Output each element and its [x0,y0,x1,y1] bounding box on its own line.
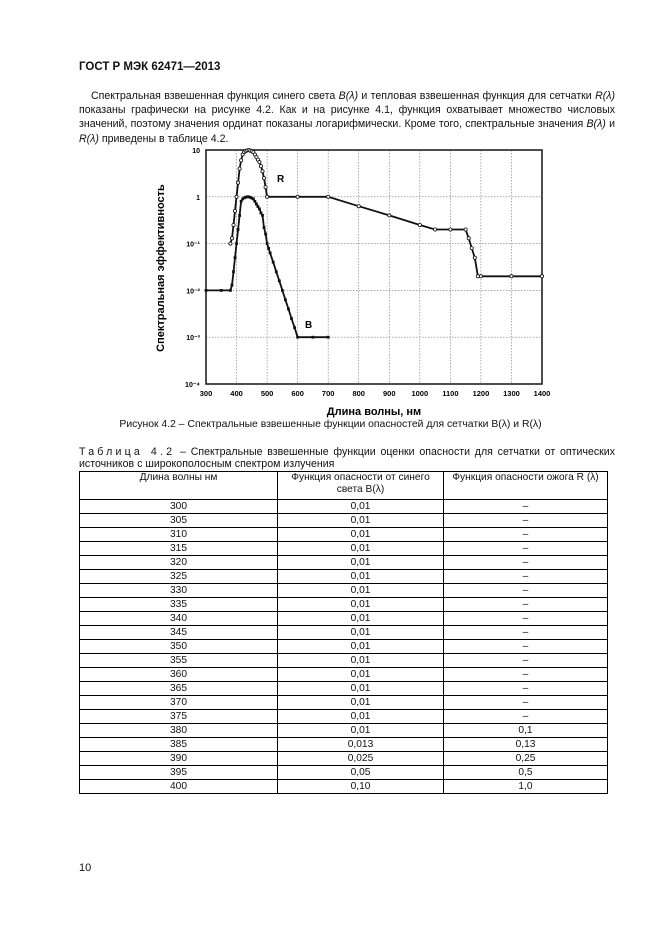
y-axis-label: Спектральная эффективность [155,184,167,352]
cell-burn-hazard: – [444,654,608,668]
cell-blue-hazard: 0,01 [278,542,444,556]
data-point-b [272,261,275,264]
cell-wavelength: 365 [80,682,278,696]
data-point-b [261,214,264,217]
cell-wavelength: 300 [80,500,278,514]
data-point-r [464,228,467,231]
col-header-blue-hazard: Функция опасности от синего света B(λ) [278,472,444,500]
y-tick-label: 10⁻² [186,288,200,296]
data-point-r [258,161,261,164]
table-row [80,570,608,584]
cell-burn-hazard: – [444,514,608,528]
data-point-b [237,228,240,231]
data-point-r [236,181,239,184]
series-label-r: R [277,174,285,185]
data-point-r [433,228,436,231]
paragraph-math: B(λ) [586,118,606,131]
cell-blue-hazard: 0,01 [278,654,444,668]
y-tick-label: 10 [192,148,200,155]
x-tick-label: 400 [230,389,243,398]
data-point-r [540,275,543,278]
cell-burn-hazard: – [444,542,608,556]
data-point-b [278,279,281,282]
data-point-b [281,289,284,292]
table-row [80,556,608,570]
cell-blue-hazard: 0,013 [278,738,444,752]
cell-wavelength: 390 [80,752,278,766]
data-point-b [229,289,232,292]
paragraph-text: Спектральная взвешенная функция синего света [91,90,339,102]
x-tick-labels [200,389,551,398]
series-label-b: B [305,320,313,331]
data-point-r [238,167,241,170]
data-point-b [258,208,261,211]
data-point-r [230,237,233,240]
data-point-r [467,237,470,240]
cell-blue-hazard: 0,01 [278,724,444,738]
x-tick-label: 1200 [472,389,490,398]
data-point-b [232,270,235,273]
data-point-r [264,186,267,189]
data-point-b [327,336,330,339]
table-row [80,500,608,514]
cell-wavelength: 360 [80,668,278,682]
paragraph-math: R(λ) [595,90,615,102]
table-row [80,682,608,696]
data-point-b [287,308,290,311]
data-point-b [269,252,272,255]
paragraph-text: и тепловая взвешенная функция для сетчатки [358,90,596,102]
data-point-b [231,284,234,287]
cell-burn-hazard: – [444,556,608,570]
data-point-b [312,336,315,339]
cell-burn-hazard: – [444,528,608,542]
data-point-r [388,214,391,217]
cell-burn-hazard: – [444,598,608,612]
data-point-b [205,289,208,292]
cell-blue-hazard: 0,01 [278,710,444,724]
paragraph-math: B(λ) [338,90,359,102]
figure-caption: Рисунок 4.2 – Спектральные взвешенные функции опасностей для сетчатки B(λ) и R(λ) [119,419,542,430]
cell-burn-hazard: 1,0 [444,780,608,794]
cell-burn-hazard: – [444,570,608,584]
table-row [80,654,608,668]
series-line-r [230,150,542,276]
table-caption-text: – Спектральные взвешенные функции оценки опасности для сетчатки от оптических источников с широкополосным спектром излучения [79,446,615,470]
cell-wavelength: 350 [80,640,278,654]
table-row [80,710,608,724]
data-point-b [253,200,256,203]
cell-burn-hazard: – [444,626,608,640]
data-point-r [240,159,243,162]
cell-blue-hazard: 0,01 [278,696,444,710]
table-row [80,514,608,528]
table-row [80,598,608,612]
intro-paragraph [79,89,615,146]
data-point-b [260,212,263,215]
cell-blue-hazard: 0,01 [278,556,444,570]
data-point-b [264,233,267,236]
data-point-r [259,165,262,168]
data-point-b [234,256,237,259]
table-row [80,752,608,766]
table-caption [79,446,615,470]
cell-burn-hazard: 0,13 [444,738,608,752]
table-row [80,724,608,738]
cell-burn-hazard: 0,25 [444,752,608,766]
cell-wavelength: 325 [80,570,278,584]
data-point-b [266,242,269,245]
cell-wavelength: 380 [80,724,278,738]
x-tick-label: 1300 [503,389,520,398]
data-point-b [275,270,278,273]
cell-wavelength: 385 [80,738,278,752]
data-point-r [510,275,513,278]
cell-blue-hazard: 0,01 [278,640,444,654]
cell-burn-hazard: – [444,640,608,654]
table-caption-label: Таблица 4.2 [79,446,176,458]
data-point-b [235,242,238,245]
table-row [80,696,608,710]
data-point-b [257,205,260,208]
data-point-b [238,214,241,217]
cell-wavelength: 375 [80,710,278,724]
cell-burn-hazard: – [444,710,608,724]
cell-wavelength: 305 [80,514,278,528]
cell-burn-hazard: – [444,612,608,626]
cell-blue-hazard: 0,01 [278,570,444,584]
cell-wavelength: 400 [80,780,278,794]
y-tick-label: 10⁻¹ [186,241,200,249]
data-point-r [357,205,360,208]
data-point-b [263,226,266,229]
data-point-b [255,203,258,206]
page-number: 10 [79,862,92,874]
table-row [80,640,608,654]
x-tick-label: 1100 [442,389,459,398]
col-header-burn-hazard: Функция опасности ожога R (λ) [444,472,608,500]
cell-blue-hazard: 0,01 [278,668,444,682]
data-point-b [252,198,255,201]
table-row [80,542,608,556]
plot-frame [206,150,542,384]
data-point-r [229,242,232,245]
y-tick-label: 1 [196,194,200,202]
chart-grid [206,150,542,384]
x-tick-label: 500 [260,389,274,398]
x-tick-label: 700 [321,389,335,398]
cell-wavelength: 335 [80,598,278,612]
data-point-r [473,256,476,259]
spectral-chart [150,140,560,418]
cell-blue-hazard: 0,01 [278,612,444,626]
cell-blue-hazard: 0,01 [278,528,444,542]
cell-wavelength: 315 [80,542,278,556]
data-point-r [296,195,299,198]
data-point-b [284,298,287,301]
document-header: ГОСТ Р МЭК 62471—2013 [79,61,221,73]
cell-blue-hazard: 0,01 [278,500,444,514]
paragraph-math: R(λ) [79,132,99,145]
cell-wavelength: 355 [80,654,278,668]
data-point-r [470,247,473,250]
cell-burn-hazard: 0,1 [444,724,608,738]
cell-blue-hazard: 0,01 [278,626,444,640]
data-point-r [327,195,330,198]
cell-blue-hazard: 0,01 [278,584,444,598]
hazard-table [79,471,608,794]
table-row [80,766,608,780]
x-tick-label: 800 [352,389,365,398]
cell-wavelength: 330 [80,584,278,598]
cell-blue-hazard: 0,10 [278,780,444,794]
cell-blue-hazard: 0,05 [278,766,444,780]
table-row [80,668,608,682]
cell-burn-hazard: 0,5 [444,766,608,780]
paragraph-text: показаны графически на рисунке 4.2. Как и на рисунке 4.1, функция охватывает множество числовых значений, поэтому значения ординат показаны логарифмически. Кроме того, спектральные значения [79,104,615,131]
col-header-wavelength: Длина волны нм [80,472,278,500]
cell-burn-hazard: – [444,500,608,514]
table-row [80,738,608,752]
cell-burn-hazard: – [444,668,608,682]
table-row [80,780,608,794]
cell-burn-hazard: – [444,696,608,710]
data-point-b [267,247,270,250]
x-tick-label: 1000 [411,389,429,398]
table-row [80,528,608,542]
table-row [80,626,608,640]
cell-wavelength: 345 [80,626,278,640]
x-tick-label: 900 [383,389,396,398]
cell-wavelength: 395 [80,766,278,780]
x-axis-label: Длина волны, нм [326,406,422,418]
cell-blue-hazard: 0,01 [278,598,444,612]
y-tick-labels [185,148,201,389]
cell-wavelength: 340 [80,612,278,626]
table-row [80,612,608,626]
data-point-b [290,317,293,320]
cell-blue-hazard: 0,01 [278,682,444,696]
data-point-r [479,275,482,278]
y-tick-label: 10⁻³ [186,335,200,343]
data-point-b [240,200,243,203]
data-point-r [235,195,238,198]
data-point-r [418,223,421,226]
data-point-r [261,170,264,173]
cell-wavelength: 310 [80,528,278,542]
cell-blue-hazard: 0,025 [278,752,444,766]
y-tick-label: 10⁻⁴ [185,382,200,389]
cell-burn-hazard: – [444,584,608,598]
x-tick-label: 1400 [533,389,551,398]
data-point-r [232,223,235,226]
cell-burn-hazard: – [444,682,608,696]
data-point-b [220,289,223,292]
table-header-row [80,472,608,500]
data-point-b [293,326,296,329]
x-tick-label: 600 [291,389,304,398]
data-point-r [262,177,265,180]
paragraph-text: и [605,118,615,131]
cell-wavelength: 320 [80,556,278,570]
x-tick-label: 300 [199,389,213,398]
data-point-r [265,195,268,198]
cell-wavelength: 370 [80,696,278,710]
table-row [80,584,608,598]
data-point-r [233,209,236,212]
data-point-r [449,228,452,231]
cell-blue-hazard: 0,01 [278,514,444,528]
paragraph-text: приведены в таблице 4.2. [98,132,229,145]
data-point-b [296,336,299,339]
